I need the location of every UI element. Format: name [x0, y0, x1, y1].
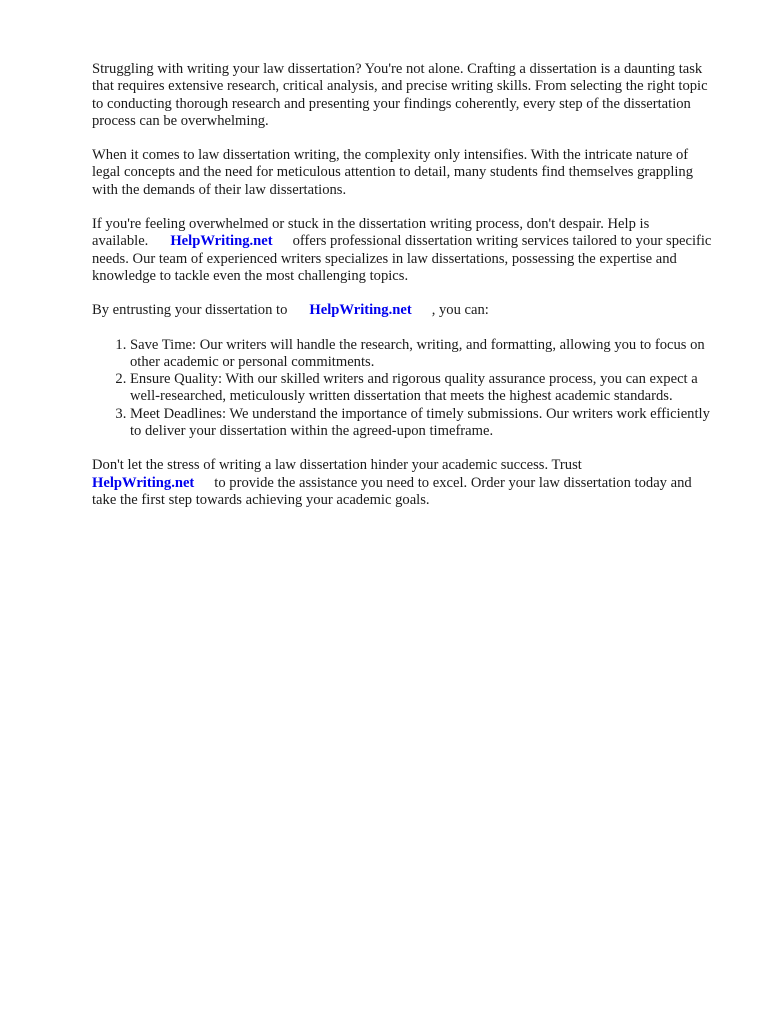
- closing-text-before: Don't let the stress of writing a law dissertation hinder your academic success. Trust: [92, 457, 582, 474]
- complexity-paragraph: [92, 147, 714, 199]
- list-item: 1. Save Time: Our writers will handle the research, writing, and formatting, allowing you to focus on other academic or personal commitments.: [130, 337, 714, 372]
- entrusting-text-after: , you can:: [431, 302, 489, 319]
- helpwriting-link-3[interactable]: HelpWriting.net: [92, 474, 195, 491]
- helpwriting-link-2[interactable]: HelpWriting.net: [309, 302, 412, 319]
- document-page: [92, 61, 714, 526]
- closing-paragraph: [92, 457, 714, 509]
- list-item: 3. Meet Deadlines: We understand the importance of timely submissions. Our writers work efficiently to deliver your dissertation within the agreed-upon timeframe.: [130, 406, 714, 441]
- help-text-after: offers professional dissertation writing services tailored to your specific needs. Our team of experienced writers specializes in law dissertations, possessing the expertise and knowledge to tackle even the most challenging topics.: [92, 233, 712, 284]
- intro-paragraph: [92, 61, 714, 130]
- benefits-list: [92, 337, 714, 441]
- complexity-text: When it comes to law dissertation writing, the complexity only intensifies. With the intricate nature of legal concepts and the need for meticulous attention to detail, many students find themselves grappling with the demands of their law dissertations.: [92, 147, 694, 198]
- help-text-before: If you're feeling overwhelmed or stuck in the dissertation writing process, don't despair. Help is available.: [92, 216, 650, 250]
- closing-text-after: to provide the assistance you need to excel. Order your law dissertation today and take the first step towards achieving your academic goals.: [92, 474, 692, 508]
- helpwriting-link-1[interactable]: HelpWriting.net: [170, 233, 273, 250]
- entrusting-text-before: By entrusting your dissertation to: [92, 302, 288, 319]
- entrusting-paragraph: [92, 302, 714, 319]
- help-paragraph: [92, 216, 714, 285]
- intro-text: Struggling with writing your law dissertation? You're not alone. Crafting a dissertation is a daunting task that requires extensive research, critical analysis, and precise writing skills. From selecting the right topic to conducting thorough research and presenting your findings coherently, every step of the dissertation process can be overwhelming.: [92, 61, 708, 129]
- list-item: 2. Ensure Quality: With our skilled writers and rigorous quality assurance process, you can expect a well-researched, meticulously written dissertation that meets the highest academic standards.: [130, 371, 714, 406]
